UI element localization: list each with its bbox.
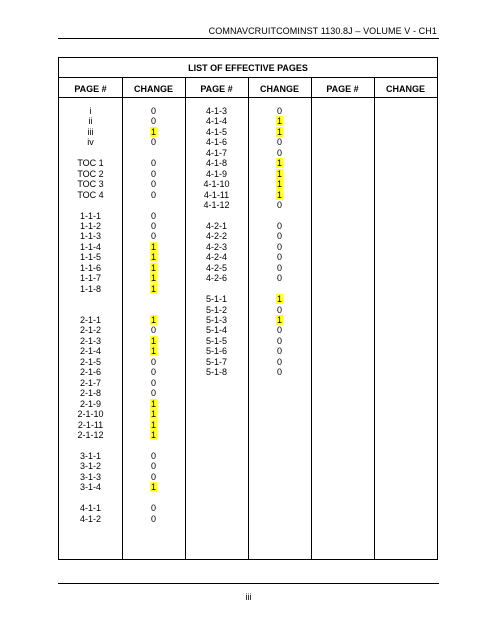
page-number-cell: 2-1-7	[79, 377, 101, 388]
change-number-cell	[122, 169, 185, 179]
change-value: 1	[150, 409, 156, 420]
change-number-cell	[248, 336, 311, 346]
footer-rule	[58, 583, 439, 584]
change-value: 0	[150, 116, 156, 127]
change-value: 0	[150, 367, 156, 378]
change-value: 1	[150, 346, 156, 357]
col-header-page-3: PAGE #	[326, 84, 359, 94]
change-number-cell	[248, 231, 311, 241]
page-number-cell: 2-1-11	[77, 419, 104, 430]
page-number-cell: 2-1-4	[79, 346, 101, 357]
page-number-cell: 1-1-7	[79, 273, 101, 284]
page-number-cell: 2-1-5	[79, 356, 101, 367]
page-number-cell: 5-1-7	[205, 356, 227, 367]
change-value: 1	[276, 158, 282, 169]
change-number-cell	[248, 305, 311, 315]
change-number-cell	[248, 367, 311, 377]
change-value: 0	[276, 273, 282, 284]
col-header-change-2: CHANGE	[259, 84, 299, 94]
change-value: 1	[276, 189, 282, 200]
page-number-cell: 2-1-3	[79, 335, 101, 346]
change-value: 0	[150, 137, 156, 148]
page-number-cell: 1-1-8	[79, 283, 101, 294]
page-number-cell: 2-1-12	[77, 429, 104, 440]
change-number-cell	[122, 357, 185, 367]
page-number-cell: 4-1-10	[203, 179, 230, 190]
change-value: 0	[276, 356, 282, 367]
change-number-cell	[248, 315, 311, 325]
change-value: 1	[150, 398, 156, 409]
change-value: 1	[276, 168, 282, 179]
change-number-cell	[122, 461, 185, 471]
change-value: 0	[276, 147, 282, 158]
change-number-cell	[248, 357, 311, 367]
change-value: 0	[276, 367, 282, 378]
page-number-cell: 4-2-5	[205, 262, 227, 273]
page-number-cell: 4-1-5	[205, 126, 227, 137]
change-number-cell	[122, 472, 185, 482]
change-value: 1	[276, 126, 282, 137]
change-value: 0	[150, 179, 156, 190]
column-divider	[311, 78, 312, 559]
change-number-cell	[122, 367, 185, 377]
change-value: 0	[150, 106, 156, 116]
change-number-cell	[122, 263, 185, 273]
change-number-cell	[122, 137, 185, 147]
change-number-cell	[248, 116, 311, 126]
change-value: 1	[276, 116, 282, 127]
change-number-cell	[122, 346, 185, 356]
change-number-cell	[248, 294, 311, 304]
change-number-cell	[122, 116, 185, 126]
change-number-cell	[122, 231, 185, 241]
page-number-cell: TOC 1	[77, 158, 104, 169]
change-value: 0	[150, 210, 156, 221]
page-number-cell: 3-1-3	[79, 471, 101, 482]
change-number-cell	[122, 325, 185, 335]
page-number-cell: 4-1-9	[205, 168, 227, 179]
header-rule	[58, 38, 439, 39]
change-value: 1	[276, 315, 282, 325]
change-value: 1	[150, 126, 156, 137]
page-number-cell: 5-1-4	[205, 325, 227, 336]
page-number-cell: 3-1-4	[79, 482, 101, 493]
page-number-cell: 4-1-11	[203, 189, 230, 200]
page-number-cell: 5-1-6	[205, 346, 227, 357]
change-number-cell	[248, 273, 311, 283]
change-number-cell	[122, 409, 185, 419]
page-number-cell: 3-1-2	[79, 461, 101, 472]
page-number-cell: 1-1-6	[79, 262, 101, 273]
change-value: 0	[276, 231, 282, 242]
change-value: 0	[150, 189, 156, 200]
page-number-cell: 5-1-3	[205, 315, 227, 325]
page-number-cell: 3-1-1	[79, 450, 101, 461]
change-value: 1	[150, 252, 156, 263]
change-value: 0	[276, 262, 282, 273]
change-value: 1	[150, 335, 156, 346]
change-value: 1	[150, 273, 156, 284]
change-number-cell	[122, 378, 185, 388]
change-number-cell	[122, 451, 185, 461]
page-number-cell: iv	[87, 137, 94, 148]
page-number-cell: TOC 2	[77, 168, 104, 179]
change-value: 0	[276, 325, 282, 336]
change-value: 0	[150, 325, 156, 336]
page-number-cell: 1-1-3	[79, 231, 101, 242]
page-number-cell: 2-1-2	[79, 325, 101, 336]
page-number-cell: 4-2-6	[205, 273, 227, 284]
change-value: 0	[150, 461, 156, 472]
page-number-cell: 2-1-8	[79, 388, 101, 399]
change-value: 0	[150, 503, 156, 514]
page-number-cell: 4-1-12	[203, 200, 230, 211]
change-number-cell	[122, 211, 185, 221]
change-number-cell	[122, 399, 185, 409]
change-value: 0	[150, 168, 156, 179]
change-number-cell	[122, 242, 185, 252]
change-number-cell	[248, 190, 311, 200]
change-value: 0	[150, 450, 156, 461]
change-number-cell	[122, 482, 185, 492]
change-value: 0	[276, 220, 282, 231]
change-value: 1	[276, 294, 282, 305]
change-number-cell	[248, 200, 311, 210]
change-value: 0	[276, 137, 282, 148]
change-number-cell	[122, 315, 185, 325]
change-number-cell	[122, 106, 185, 116]
col-header-change-1: CHANGE	[133, 84, 173, 94]
change-value: 0	[150, 158, 156, 169]
table-title: LIST OF EFFECTIVE PAGES	[188, 63, 308, 73]
table-title-row	[59, 58, 437, 78]
change-number-cell	[248, 127, 311, 137]
page-number-cell: ii	[88, 116, 93, 127]
change-number-cell	[122, 503, 185, 513]
page-number-cell: 4-1-4	[205, 116, 227, 127]
change-value: 1	[150, 262, 156, 273]
change-value: 0	[276, 106, 282, 116]
change-number-cell	[122, 252, 185, 262]
column-divider	[374, 78, 375, 559]
effective-pages-table	[58, 57, 438, 560]
change-value: 1	[150, 315, 156, 325]
page-number-cell: 1-1-4	[79, 241, 101, 252]
running-header: COMNAVCRUITCOMINST 1130.8J – VOLUME V - CH1	[208, 26, 437, 36]
page-number-cell: 4-2-3	[205, 241, 227, 252]
page-number-cell: 4-1-8	[205, 158, 227, 169]
change-number-cell	[248, 169, 311, 179]
change-number-cell	[248, 325, 311, 335]
change-number-cell	[122, 273, 185, 283]
page-number: iii	[245, 592, 252, 602]
change-value: 0	[150, 513, 156, 524]
change-value: 1	[276, 179, 282, 190]
change-number-cell	[248, 242, 311, 252]
change-value: 1	[150, 482, 156, 493]
change-value: 0	[276, 346, 282, 357]
change-value: 0	[276, 252, 282, 263]
col-header-page-1: PAGE #	[74, 84, 107, 94]
change-number-cell	[248, 158, 311, 168]
page-number-cell: 1-1-2	[79, 220, 101, 231]
change-number-cell	[248, 346, 311, 356]
change-value: 0	[276, 304, 282, 315]
change-value: 1	[150, 241, 156, 252]
page-number-cell: 5-1-1	[205, 294, 227, 305]
page-number-cell: 4-2-2	[205, 231, 227, 242]
change-number-cell	[248, 106, 311, 116]
change-value: 0	[150, 220, 156, 231]
page-number-cell: 2-1-9	[79, 398, 101, 409]
change-value: 1	[150, 283, 156, 294]
col-header-change-3: CHANGE	[385, 84, 425, 94]
change-number-cell	[122, 336, 185, 346]
change-value: 1	[150, 419, 156, 430]
change-number-cell	[248, 179, 311, 189]
change-value: 0	[276, 200, 282, 211]
change-number-cell	[122, 430, 185, 440]
page-number-cell: 5-1-8	[205, 367, 227, 378]
page-number-cell: 2-1-10	[77, 409, 104, 420]
change-value: 0	[150, 388, 156, 399]
page-number-cell: 4-2-4	[205, 252, 227, 263]
page-number-cell: 4-1-6	[205, 137, 227, 148]
page-number-cell: 1-1-1	[79, 210, 101, 221]
page-number-cell: iii	[87, 126, 94, 137]
change-value: 0	[150, 231, 156, 242]
change-number-cell	[122, 514, 185, 524]
change-number-cell	[248, 252, 311, 262]
change-value: 0	[276, 241, 282, 252]
change-number-cell	[122, 190, 185, 200]
page-number-cell: i	[89, 106, 92, 116]
change-number-cell	[248, 148, 311, 158]
page-number-cell: 4-1-1	[79, 503, 101, 514]
change-value: 0	[150, 377, 156, 388]
page-number-cell: 2-1-1	[79, 315, 101, 325]
page-number-cell: TOC 4	[77, 189, 104, 200]
change-value: 0	[276, 335, 282, 346]
page-number-cell: 4-1-7	[205, 147, 227, 158]
change-number-cell	[122, 179, 185, 189]
page-number-cell: 5-1-5	[205, 335, 227, 346]
change-number-cell	[248, 221, 311, 231]
page-number-cell: 1-1-5	[79, 252, 101, 263]
change-number-cell	[122, 127, 185, 137]
page-number-cell: 4-1-3	[205, 106, 227, 116]
page-number-cell: 4-1-2	[79, 513, 101, 524]
change-number-cell	[122, 388, 185, 398]
page-number-cell: TOC 3	[77, 179, 104, 190]
change-number-cell	[248, 263, 311, 273]
page-number-cell: 4-2-1	[205, 220, 227, 231]
change-value: 0	[150, 356, 156, 367]
change-number-cell	[122, 284, 185, 294]
change-number-cell	[248, 137, 311, 147]
col-header-page-2: PAGE #	[200, 84, 233, 94]
change-number-cell	[122, 158, 185, 168]
change-value: 0	[150, 471, 156, 482]
page-number-cell: 5-1-2	[205, 304, 227, 315]
page-number-cell: 2-1-6	[79, 367, 101, 378]
change-number-cell	[122, 221, 185, 231]
change-number-cell	[122, 420, 185, 430]
change-value: 1	[150, 429, 156, 440]
